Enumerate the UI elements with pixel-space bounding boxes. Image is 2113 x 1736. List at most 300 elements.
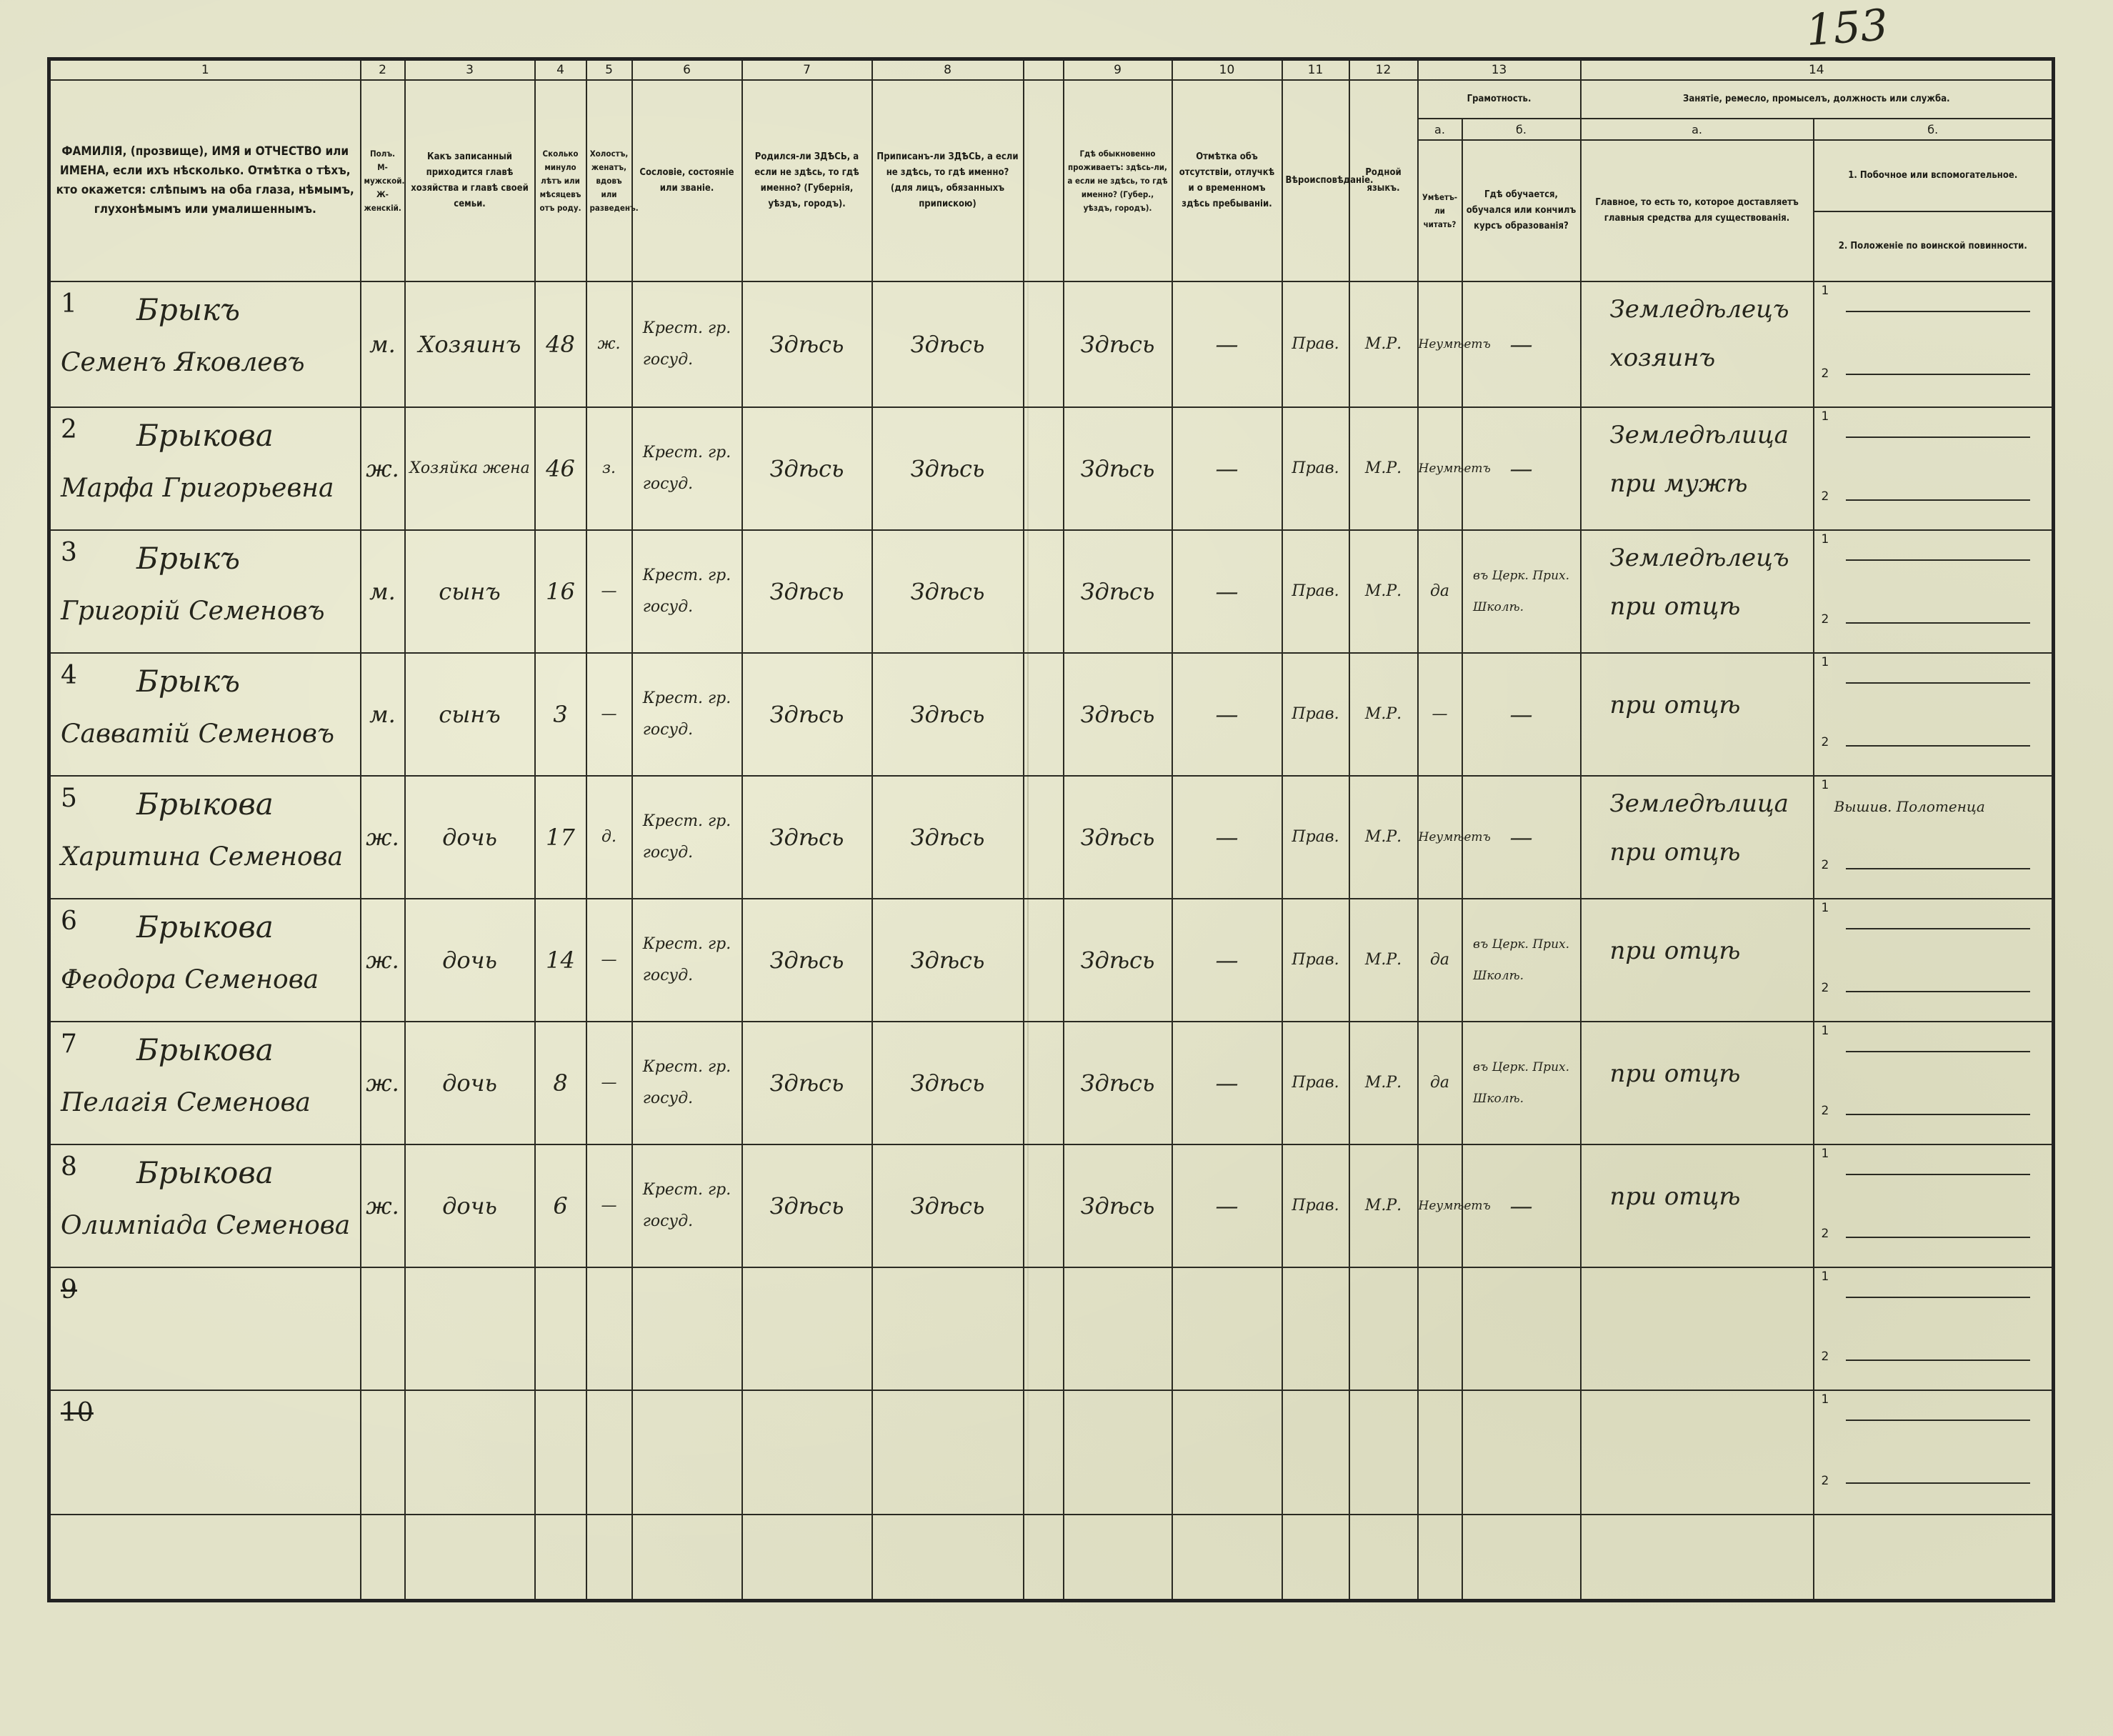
marital-value: д. — [601, 828, 616, 846]
side-number-2: 2 — [1821, 858, 1829, 872]
marital-value: ж. — [597, 335, 621, 353]
relation-value: сынъ — [439, 578, 501, 605]
empty-cell — [535, 1267, 586, 1390]
row-number: 3 — [61, 538, 77, 567]
empty-cell — [742, 1515, 872, 1600]
estate-value-line2: госуд. — [642, 351, 694, 369]
table-row — [49, 1390, 2054, 1515]
side-rule-1 — [1846, 928, 2031, 929]
age-cell — [535, 407, 586, 530]
surname: Брыкова — [136, 418, 274, 453]
side-number-1: 1 — [1821, 901, 1829, 915]
language-value: М.Р. — [1364, 335, 1402, 353]
side-occupation-cell — [1814, 1144, 2054, 1267]
literate-cell — [1418, 1022, 1462, 1144]
relation-cell — [405, 776, 535, 899]
estate-value — [643, 806, 731, 869]
literate-value: да — [1429, 1074, 1450, 1092]
religion-cell — [1282, 1022, 1349, 1144]
residence-cell — [1064, 1022, 1172, 1144]
relation-value: дочь — [442, 1192, 497, 1219]
empty-cell — [1282, 1390, 1349, 1515]
empty-cell — [361, 1390, 405, 1515]
marital-cell — [586, 653, 632, 776]
registered-cell — [872, 1144, 1024, 1267]
header-occupation-b: б. — [1814, 119, 2054, 140]
col-num-11: 11 — [1282, 59, 1349, 81]
header-absence: Отмѣтка объ отсутствіи, отлучкѣ и о временномъ здѣсь пребываніи. — [1172, 80, 1282, 281]
religion-value: Прав. — [1292, 828, 1339, 846]
estate-cell — [632, 776, 742, 899]
residence-cell — [1064, 776, 1172, 899]
registered-cell — [872, 1022, 1024, 1144]
side-number-2: 2 — [1821, 1104, 1829, 1118]
registered-value: Здѣсь — [910, 578, 985, 605]
table-row-empty — [49, 1515, 2054, 1600]
header-relation: Какъ записанный приходится главѣ хозяйства и главѣ своей семьи. — [405, 80, 535, 281]
religion-cell — [1282, 1144, 1349, 1267]
residence-value: Здѣсь — [1080, 947, 1155, 974]
relation-cell — [405, 899, 535, 1022]
absence-cell — [1172, 653, 1282, 776]
col-num-12: 12 — [1349, 59, 1418, 81]
education-value: — — [1509, 824, 1533, 851]
language-value: М.Р. — [1364, 828, 1402, 846]
marital-cell — [586, 407, 632, 530]
side-number-2: 2 — [1821, 1474, 1829, 1488]
education-cell — [1462, 407, 1581, 530]
header-education: Гдѣ обучается, обучался или кончилъ курсъ образованія? — [1462, 140, 1581, 281]
name-cell — [49, 1390, 361, 1515]
header-occupation-a: а. — [1581, 119, 1814, 140]
absence-value: — — [1215, 455, 1239, 482]
literate-cell — [1418, 530, 1462, 653]
religion-value: Прав. — [1292, 1197, 1339, 1214]
religion-cell — [1282, 653, 1349, 776]
side-rule-2 — [1846, 374, 2031, 375]
absence-cell — [1172, 281, 1282, 407]
marital-cell — [586, 1144, 632, 1267]
residence-cell — [1064, 281, 1172, 407]
side-number-2: 2 — [1821, 612, 1829, 627]
born-cell — [742, 776, 872, 899]
language-cell — [1349, 899, 1418, 1022]
language-cell — [1349, 1144, 1418, 1267]
literate-value: да — [1429, 951, 1450, 969]
given-name: Феодора Семенова — [61, 965, 319, 994]
col-num-5: 5 — [586, 59, 632, 81]
surname: Брыкъ — [136, 541, 241, 576]
absence-value: — — [1215, 701, 1239, 728]
empty-cell — [1581, 1390, 1814, 1515]
given-name: Семенъ Яковлевъ — [61, 348, 305, 377]
marital-value: — — [601, 1074, 617, 1092]
side-number-2: 2 — [1821, 489, 1829, 504]
age-cell — [535, 281, 586, 407]
age-value: 46 — [546, 455, 575, 482]
sex-cell — [361, 1144, 405, 1267]
estate-value-line1: Крест. гр. — [642, 444, 731, 462]
religion-value: Прав. — [1292, 335, 1339, 353]
estate-value — [643, 1052, 731, 1114]
surname: Брыкова — [136, 1155, 274, 1190]
religion-value: Прав. — [1292, 951, 1339, 969]
language-cell — [1349, 776, 1418, 899]
name-cell — [49, 1267, 361, 1390]
religion-cell — [1282, 776, 1349, 899]
row-number: 7 — [61, 1029, 77, 1059]
side-rule-2 — [1846, 1114, 2031, 1115]
empty-cell — [1064, 1390, 1172, 1515]
language-cell — [1349, 1022, 1418, 1144]
religion-value: Прав. — [1292, 1074, 1339, 1092]
empty-cell — [1349, 1515, 1418, 1600]
side-occupation-cell — [1814, 281, 2054, 407]
absence-value: — — [1215, 1192, 1239, 1219]
literate-value: — — [1432, 705, 1448, 723]
literate-cell — [1418, 407, 1491, 530]
header-residence: Гдѣ обыкновенно проживаетъ: здѣсь-ли, а если не здѣсь, то гдѣ именно? (Губер., уѣздъ, городъ). — [1064, 80, 1172, 281]
empty-cell — [361, 1267, 405, 1390]
age-cell — [535, 776, 586, 899]
language-value: М.Р. — [1364, 951, 1402, 969]
empty-cell — [1172, 1267, 1282, 1390]
absence-value: — — [1215, 947, 1239, 974]
empty-cell — [535, 1515, 586, 1600]
row-number: 6 — [61, 907, 77, 936]
sex-value: м. — [369, 331, 396, 358]
given-name: Савватій Семеновъ — [61, 719, 334, 749]
registered-cell — [872, 530, 1024, 653]
occupation-cell — [1581, 1022, 1814, 1144]
relation-value: Хозяйка жена — [409, 459, 530, 477]
col-num-9: 9 — [1064, 59, 1172, 81]
marital-cell — [586, 776, 632, 899]
gutter-cell — [1024, 407, 1064, 530]
header-main-occupation: Главное, то есть то, которое доставляетъ главныя средства для существованія. — [1581, 140, 1814, 281]
header-literacy-a: а. — [1418, 119, 1462, 140]
side-number-1: 1 — [1821, 532, 1829, 547]
header-estate: Сословіе, состояніе или званіе. — [632, 80, 742, 281]
estate-value-line2: госуд. — [642, 598, 694, 616]
estate-value-line1: Крест. гр. — [642, 319, 731, 337]
absence-cell — [1172, 899, 1282, 1022]
education-value — [1473, 929, 1569, 992]
empty-cell — [1349, 1390, 1418, 1515]
empty-cell — [1462, 1515, 1581, 1600]
absence-cell — [1172, 407, 1282, 530]
empty-cell — [361, 1515, 405, 1600]
born-cell — [742, 899, 872, 1022]
empty-cell — [872, 1267, 1024, 1390]
estate-cell — [632, 530, 742, 653]
sex-value: ж. — [366, 824, 399, 851]
estate-cell — [632, 653, 742, 776]
sex-cell — [361, 653, 405, 776]
column-number-row — [49, 59, 2054, 81]
side-occupation-cell — [1814, 776, 2054, 899]
residence-cell — [1064, 407, 1172, 530]
marital-value: — — [601, 705, 617, 723]
religion-value: Прав. — [1292, 582, 1339, 600]
sex-cell — [361, 281, 405, 407]
literate-value: Неумѣетъ — [1418, 337, 1491, 351]
side-number-1: 1 — [1821, 1147, 1829, 1161]
side-rule-1 — [1846, 1174, 2031, 1175]
row-number: 4 — [61, 661, 77, 690]
estate-value — [643, 437, 731, 500]
header-occupation: Занятіе, ремесло, промыселъ, должность или служба. — [1581, 80, 2054, 119]
education-cell — [1462, 1022, 1581, 1144]
side-occupation-cell — [1814, 1022, 2054, 1144]
table-row — [49, 899, 2054, 1022]
empty-cell — [586, 1515, 632, 1600]
folio-number: 153 — [1804, 0, 1890, 56]
marital-value: — — [601, 951, 617, 969]
col-num-3: 3 — [405, 59, 535, 81]
side-number-1: 1 — [1821, 284, 1829, 298]
relation-cell — [405, 1022, 535, 1144]
estate-cell — [632, 899, 742, 1022]
residence-value: Здѣсь — [1080, 1069, 1155, 1097]
residence-value: Здѣсь — [1080, 824, 1155, 851]
header-religion: Вѣроисповѣданіе. — [1282, 80, 1349, 281]
side-rule-2 — [1846, 622, 2031, 624]
col-num-14: 14 — [1581, 59, 2054, 81]
education-value-line2: Школѣ. — [1473, 600, 1524, 614]
language-cell — [1349, 407, 1418, 530]
relation-value: дочь — [442, 947, 497, 974]
sex-cell — [361, 776, 405, 899]
estate-value-line2: госуд. — [642, 721, 694, 739]
surname: Брыкъ — [136, 664, 241, 699]
gutter-header — [1024, 80, 1064, 281]
side-rule-1 — [1846, 559, 2031, 561]
header-literacy-b: б. — [1462, 119, 1581, 140]
absence-cell — [1172, 776, 1282, 899]
surname: Брыкъ — [136, 292, 241, 327]
col-num-6: 6 — [632, 59, 742, 81]
gutter-cell — [1024, 1022, 1064, 1144]
occupation-line1: при отцѣ — [1609, 691, 1741, 719]
gutter-cell — [1024, 530, 1064, 653]
empty-cell — [405, 1515, 535, 1600]
residence-cell — [1064, 653, 1172, 776]
empty-cell — [535, 1390, 586, 1515]
residence-value: Здѣсь — [1080, 701, 1155, 728]
occupation-cell — [1581, 407, 1814, 530]
religion-cell — [1282, 899, 1349, 1022]
estate-value-line1: Крест. гр. — [642, 1058, 731, 1076]
empty-cell — [1172, 1390, 1282, 1515]
empty-cell — [872, 1390, 1024, 1515]
marital-cell — [586, 1022, 632, 1144]
literate-cell — [1418, 899, 1462, 1022]
occupation-cell — [1581, 1144, 1814, 1267]
side-occupation-cell — [1814, 1390, 2054, 1515]
estate-value — [643, 560, 731, 623]
empty-cell — [1282, 1267, 1349, 1390]
side-number-2: 2 — [1821, 981, 1829, 995]
header-registered: Приписанъ-ли ЗДѢСЬ, а если не здѣсь, то гдѣ именно? (для лицъ, обязанныхъ припискою) — [872, 80, 1024, 281]
side-rule-2 — [1846, 868, 2031, 869]
name-cell — [49, 1022, 361, 1144]
literate-cell — [1418, 653, 1462, 776]
gutter-cell — [1024, 899, 1064, 1022]
given-name: Пелагія Семенова — [61, 1088, 311, 1117]
residence-cell — [1064, 530, 1172, 653]
side-rule-1 — [1846, 1420, 2031, 1421]
col-num-8: 8 — [872, 59, 1024, 81]
side-number-1: 1 — [1821, 655, 1829, 669]
table-row — [49, 1267, 2054, 1390]
given-name: Григорій Семеновъ — [61, 597, 325, 626]
language-cell — [1349, 653, 1418, 776]
education-value-line1: въ Церк. Прих. — [1473, 937, 1570, 952]
literate-value: Неумѣетъ — [1418, 1199, 1491, 1213]
language-value: М.Р. — [1364, 1197, 1402, 1214]
education-cell — [1462, 1144, 1581, 1267]
education-value: — — [1509, 331, 1533, 358]
registered-value: Здѣсь — [910, 331, 985, 358]
side-number-1: 1 — [1821, 1392, 1829, 1407]
occupation-line2: при отцѣ — [1609, 592, 1741, 621]
given-name: Олимпіада Семенова — [61, 1211, 351, 1240]
literate-cell — [1418, 1144, 1491, 1267]
header-born: Родился-ли ЗДѢСЬ, а если не здѣсь, то гдѣ именно? (Губернія, уѣздъ, городъ). — [742, 80, 872, 281]
empty-cell — [1462, 1267, 1581, 1390]
side-rule-1 — [1846, 1051, 2031, 1052]
side-occupation-cell — [1814, 899, 2054, 1022]
language-value: М.Р. — [1364, 705, 1402, 723]
side-occupation-cell — [1814, 407, 2054, 530]
given-name: Марфа Григорьевна — [61, 474, 334, 503]
table-row — [49, 653, 2054, 776]
sex-value: ж. — [366, 947, 399, 974]
language-value: М.Р. — [1364, 582, 1402, 600]
born-cell — [742, 1144, 872, 1267]
census-table — [47, 57, 2055, 1602]
marital-value: — — [601, 1197, 617, 1214]
occupation-line1: Земледѣлецъ — [1609, 544, 1789, 572]
header-language: Родной языкъ. — [1349, 80, 1418, 281]
side-rule-2 — [1846, 991, 2031, 992]
education-value-line1: въ Церк. Прих. — [1473, 1060, 1570, 1074]
occupation-line1: при отцѣ — [1609, 937, 1741, 965]
gutter-cell — [1024, 776, 1064, 899]
education-value — [1473, 560, 1569, 623]
side-occupation-cell — [1814, 653, 2054, 776]
language-value: М.Р. — [1364, 1074, 1402, 1092]
born-value: Здѣсь — [769, 331, 844, 358]
occupation-line2: хозяинъ — [1609, 344, 1716, 372]
relation-cell — [405, 1144, 535, 1267]
education-value-line2: Школѣ. — [1473, 1092, 1524, 1106]
row-number: 1 — [61, 289, 77, 319]
religion-cell — [1282, 407, 1349, 530]
surname: Брыкова — [136, 787, 274, 822]
side-rule-2 — [1846, 1482, 2031, 1484]
born-cell — [742, 407, 872, 530]
empty-cell — [1581, 1515, 1814, 1600]
born-value: Здѣсь — [769, 455, 844, 482]
header-sex: Полъ. М-мужской. Ж-женскій. — [361, 80, 405, 281]
given-name: Харитина Семенова — [61, 842, 344, 872]
side-number-1: 1 — [1821, 778, 1829, 792]
age-value: 16 — [546, 578, 575, 605]
empty-cell — [1064, 1267, 1172, 1390]
header-marital: Холостъ, женатъ, вдовъ или разведенъ. — [586, 80, 632, 281]
empty-cell — [1418, 1515, 1462, 1600]
surname: Брыкова — [136, 909, 274, 944]
header-side-2: 2. Положеніе по воинской повинности. — [1838, 241, 2027, 251]
literate-cell — [1418, 776, 1491, 899]
gutter-cell — [1024, 281, 1064, 407]
estate-cell — [632, 1022, 742, 1144]
born-value: Здѣсь — [769, 578, 844, 605]
language-value: М.Р. — [1364, 459, 1402, 477]
relation-value: дочь — [442, 1069, 497, 1097]
language-cell — [1349, 530, 1418, 653]
name-cell — [49, 653, 361, 776]
marital-cell — [586, 899, 632, 1022]
sex-cell — [361, 899, 405, 1022]
language-cell — [1349, 281, 1418, 407]
estate-value-line2: госуд. — [642, 1089, 694, 1107]
row-number: 2 — [61, 415, 77, 444]
registered-cell — [872, 776, 1024, 899]
sex-cell — [361, 1022, 405, 1144]
table-row — [49, 407, 2054, 530]
born-cell — [742, 1022, 872, 1144]
age-cell — [535, 530, 586, 653]
marital-value: — — [601, 582, 617, 600]
side-rule-2 — [1846, 745, 2031, 747]
registered-cell — [872, 899, 1024, 1022]
residence-cell — [1064, 1144, 1172, 1267]
name-cell — [49, 530, 361, 653]
education-value — [1473, 1052, 1569, 1114]
education-value-line1: въ Церк. Прих. — [1473, 569, 1570, 583]
row-number: 5 — [61, 784, 77, 813]
col-num-2: 2 — [361, 59, 405, 81]
born-cell — [742, 653, 872, 776]
surname: Брыкова — [136, 1032, 274, 1067]
residence-cell — [1064, 899, 1172, 1022]
estate-value-line1: Крест. гр. — [642, 567, 731, 584]
occupation-cell — [1581, 776, 1814, 899]
empty-cell — [632, 1390, 742, 1515]
estate-cell — [632, 1144, 742, 1267]
empty-cell — [405, 1390, 535, 1515]
literate-value: да — [1429, 582, 1450, 600]
side-number-2: 2 — [1821, 1350, 1829, 1364]
empty-cell — [586, 1390, 632, 1515]
estate-value-line2: госуд. — [642, 1212, 694, 1230]
side-rule-1 — [1846, 682, 2031, 684]
empty-cell — [632, 1515, 742, 1600]
empty-cell — [1462, 1390, 1581, 1515]
estate-value-line1: Крест. гр. — [642, 689, 731, 707]
side-rule-2 — [1846, 499, 2031, 501]
registered-value: Здѣсь — [910, 1069, 985, 1097]
empty-cell — [1814, 1515, 2054, 1600]
education-cell — [1462, 653, 1581, 776]
col-num-1: 1 — [49, 59, 361, 81]
gutter-cell — [1024, 1144, 1064, 1267]
born-value: Здѣсь — [769, 824, 844, 851]
row-number: 9 — [61, 1275, 77, 1305]
